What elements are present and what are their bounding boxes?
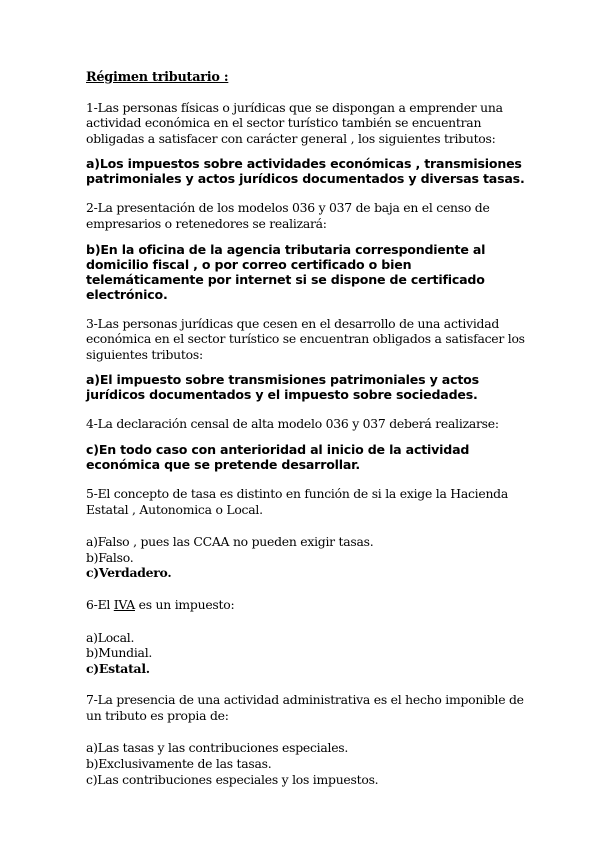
option-6a: a)Local. [86,629,135,645]
option-7c: c)Las contribuciones especiales y los impuestos. [86,771,379,787]
options-5 [86,534,526,581]
answer-4: c)En todo caso con anterioridad al inicio de la actividad económica que se pretende desarrollar. [86,441,470,472]
option-5a: a)Falso , pues las CCAA no pueden exigir tasas. [86,534,374,550]
answer-1: a)Los impuestos sobre actividades económicas , transmisiones patrimoniales y actos jurídicos documentados y diversas tasas. [86,156,525,187]
question-1: 1-Las personas físicas o jurídicas que se dispongan a emprender una actividad económica en el sector turístico también se encuentran obligadas a satisfacer con carácter general , los siguientes tributos: [86,99,503,146]
option-5c: c)Verdadero. [86,565,172,581]
option-7b: b)Exclusivamente de las tasas. [86,756,272,772]
question-6-term: IVA [113,596,135,612]
option-5b: b)Falso. [86,549,134,565]
option-7a: a)Las tasas y las contribuciones especiales. [86,740,349,756]
question-6 [86,597,526,613]
options-7 [86,740,526,787]
question-5: 5-El concepto de tasa es distinto en función de si la exige la Hacienda Estatal , Autonomica o Local. [86,485,508,517]
question-4: 4-La declaración censal de alta modelo 036 y 037 deberá realizarse: [86,416,499,432]
document-title: Régimen tributario : [86,70,229,85]
answer-3: a)El impuesto sobre transmisiones patrimoniales y actos jurídicos documentados y el impuesto sobre sociedades. [86,372,479,403]
question-6-prefix: 6-El [86,596,114,612]
question-2: 2-La presentación de los modelos 036 y 037 de baja en el censo de empresarios o retenedores se realizará: [86,200,490,231]
document-page [86,70,526,803]
option-6b: b)Mundial. [86,645,153,661]
question-7: 7-La presencia de una actividad administrativa es el hecho imponible de un tributo es propia de: [86,692,524,723]
option-6c: c)Estatal. [86,660,150,676]
question-6-suffix: es un impuesto: [134,596,235,612]
question-3: 3-Las personas jurídicas que cesen en el desarrollo de una actividad económica en el sector turístico se encuentran obligados a satisfacer los siguientes tributos: [86,315,525,362]
answer-2: b)En la oficina de la agencia tributaria correspondiente al domicilio fiscal , o por correo certificado o bien telemáticamente por internet si se dispone de certificado electrónico. [86,241,486,302]
options-6 [86,630,526,677]
